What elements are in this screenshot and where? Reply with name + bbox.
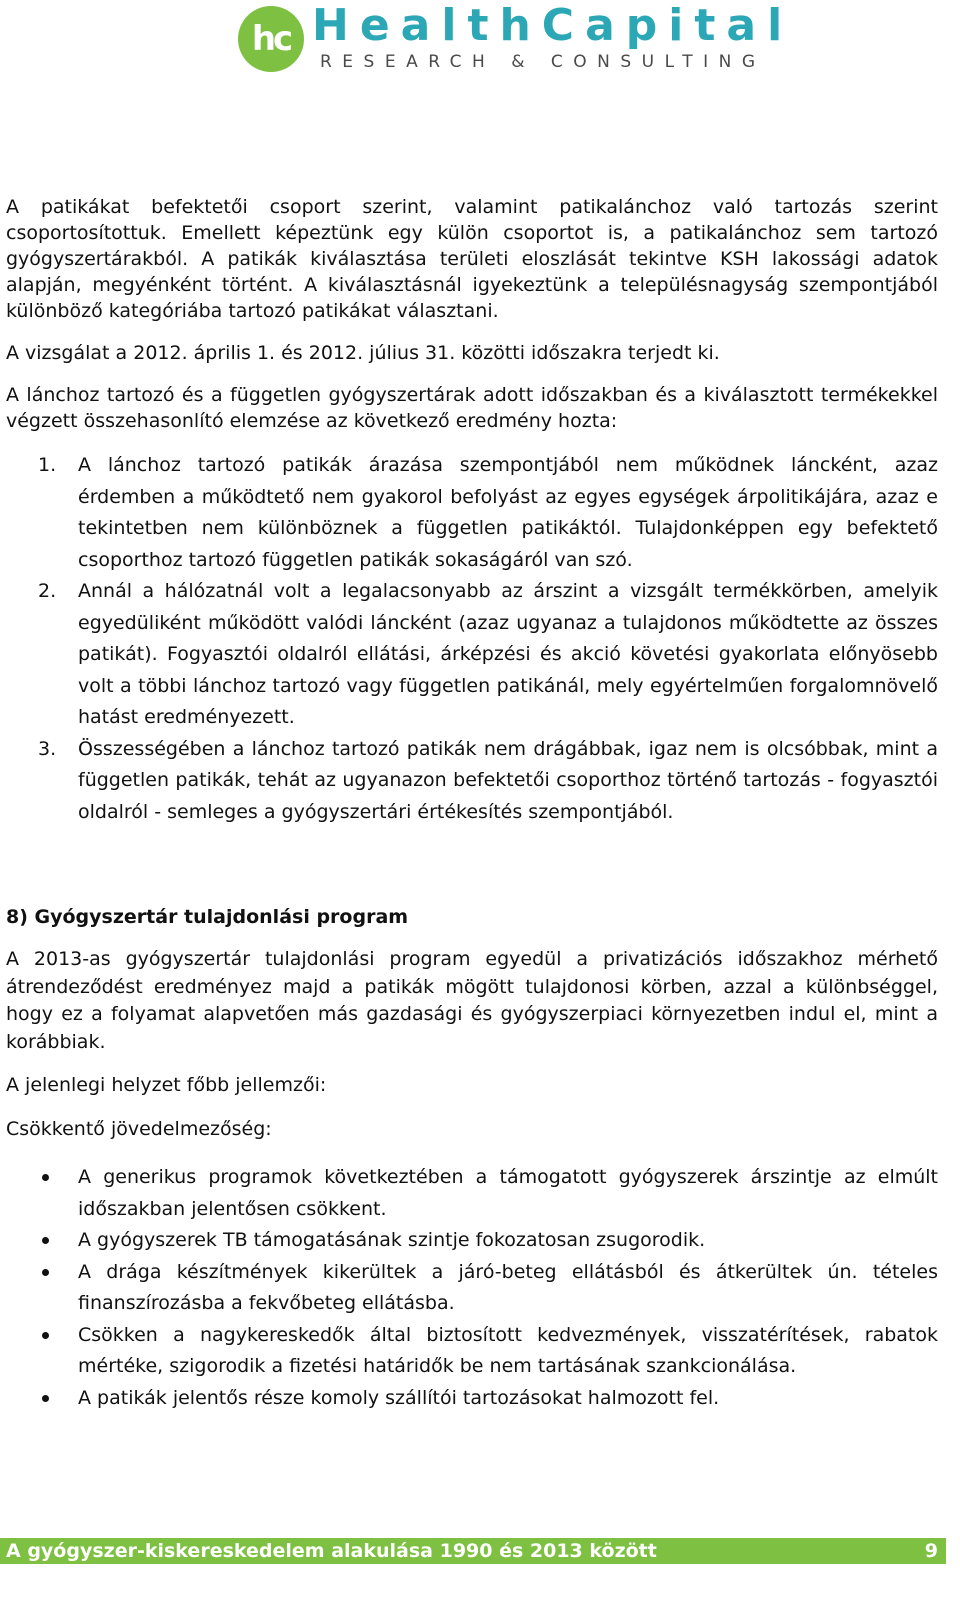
footer-title: A gyógyszer-kiskereskedelem alakulása 1990 és 2013 között: [6, 1540, 657, 1562]
page-header: [0, 0, 960, 90]
bullet-icon: [42, 1174, 49, 1181]
bullet-icon: [42, 1332, 49, 1339]
program-paragraph: A 2013-as gyógyszertár tulajdonlási program egyedül a privatizációs időszakhoz mérhető átrendeződést eredményez majd a patikák mögött tulajdonosi körben, azzal a különbséggel, hogy ez a folyamat alapvetően más gazdasági és gyógyszerpiaci környezetben indul el, mint a korábbiak.: [6, 948, 938, 1053]
list-item-text: A patikák jelentős része komoly szállítói tartozásokat halmozott fel.: [78, 1386, 720, 1409]
logo-name: HealthCapital: [312, 0, 794, 51]
list-item-text: Csökken a nagykereskedők által biztosított kedvezmények, visszatérítések, rabatok mértéke, szigorodik a fizetési határidők be nem tartásának szankcionálása.: [78, 1323, 938, 1377]
logo-icon: [238, 6, 304, 72]
list-item: [6, 1383, 938, 1415]
list-item: [6, 1162, 938, 1225]
comparison-intro-paragraph: A lánchoz tartozó és a független gyógyszertárak adott időszakban és a kiválasztott termékekkel végzett összehasonlító elemzése az következő eredmény hozta:: [6, 384, 938, 432]
list-item-number: 1.: [38, 454, 57, 476]
decreasing-profitability-label: Csökkentő jövedelmezőség:: [6, 1118, 272, 1140]
list-item-text: A drága készítmények kikerültek a járó-beteg ellátásból és átkerültek ún. tételes finanszírozásba a fekvőbeteg ellátásba.: [78, 1260, 938, 1314]
document-body: [6, 194, 938, 1414]
list-item-text: A gyógyszerek TB támogatásának szintje fokozatosan zsugorodik.: [78, 1229, 706, 1251]
logo-subtitle: RESEARCH & CONSULTING: [320, 52, 766, 72]
list-item: [6, 1257, 938, 1320]
list-item: [6, 1225, 938, 1257]
characteristics-label: A jelenlegi helyzet főbb jellemzői:: [6, 1074, 327, 1096]
list-item-text: A generikus programok következtében a támogatott gyógyszerek árszintje az elmúlt időszakban jelentősen csökkent.: [78, 1166, 938, 1220]
list-item-text: Annál a hálózatnál volt a legalacsonyabb az árszint a vizsgált termékkörben, amelyik egyedüliként működött valódi láncként (azaz ugyanaz a tulajdonos működtette az összes patikát). Fogyasztói oldalról ellátási, árképzési és akció követési gyakorlata előnyösebb volt a többi lánchoz tartozó vagy független patikánál, mely egyértelműen forgalomnövelő hatást eredményezett.: [78, 580, 938, 728]
bullet-list: [6, 1162, 938, 1414]
list-item-number: 2.: [38, 580, 57, 602]
list-item: [6, 450, 938, 576]
bullet-icon: [42, 1237, 49, 1244]
period-paragraph: A vizsgálat a 2012. április 1. és 2012. július 31. közötti időszakra terjedt ki.: [6, 342, 720, 364]
intro-paragraph: A patikákat befektetői csoport szerint, valamint patikalánchoz való tartozás szerint csoportosítottuk. Emellett képeztünk egy külön csoportot is, a patikalánchoz sem tartozó gyógyszertárakból. A patikák kiválasztása területi eloszlását tekintve KSH lakossági adatok alapján, megyénként történt. A kiválasztásnál igyekeztünk a településnagyság szempontjából különböző kategóriába tartozó patikákat választani.: [6, 196, 938, 322]
results-list: [6, 450, 938, 828]
list-item-text: A lánchoz tartozó patikák árazása szempontjából nem működnek láncként, azaz érdemben a működtető nem gyakorol befolyást az egyes egységek árpolitikájára, azaz e tekintetben nem különböznek a független patikáktól. Tulajdonképpen egy befektető csoporthoz tartozó független patikák sokaságáról van szó.: [78, 454, 938, 571]
list-item: [6, 576, 938, 734]
bullet-icon: [42, 1269, 49, 1276]
page-footer: [0, 1538, 946, 1564]
logo-mark: hc: [251, 19, 291, 59]
section-heading: 8) Gyógyszertár tulajdonlási program: [6, 906, 409, 928]
list-item: [6, 734, 938, 829]
list-item-number: 3.: [38, 737, 57, 760]
list-item: [6, 1320, 938, 1383]
page-number: 9: [924, 1540, 938, 1562]
list-item-text: Összességében a lánchoz tartozó patikák nem drágábbak, igaz nem is olcsóbbak, mint a független patikák, tehát az ugyanazon befektetői csoporthoz történő tartozás - fogyasztói oldalról - semleges a gyógyszertári értékesítés szempontjából.: [78, 737, 938, 823]
bullet-icon: [42, 1395, 49, 1402]
